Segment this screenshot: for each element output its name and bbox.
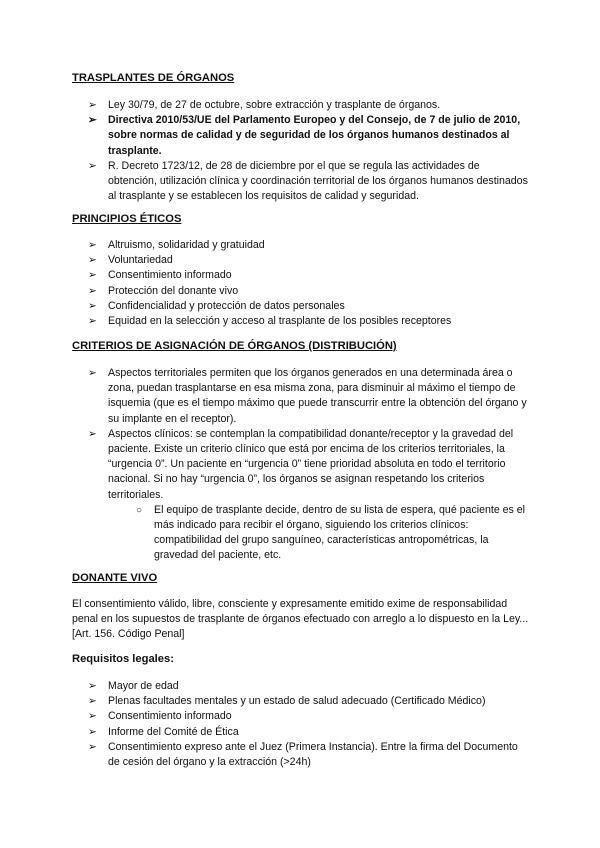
list-criterios bbox=[88, 366, 528, 564]
arrow-bullet-icon: ➢ bbox=[88, 299, 97, 312]
section-title-principios: PRINCIPIOS ÉTICOS bbox=[72, 213, 182, 225]
list-item: ➢ Mayor de edad bbox=[88, 679, 528, 694]
list-item: ➢ Voluntariedad bbox=[88, 253, 528, 268]
arrow-bullet-icon: ➢ bbox=[88, 680, 97, 692]
list-item: ➢ Confidencialidad y protección de datos personales bbox=[88, 299, 528, 314]
list-item: ➢ Equidad en la selección y acceso al trasplante de los posibles receptores bbox=[88, 314, 528, 329]
arrow-bullet-icon: ➢ bbox=[88, 695, 97, 708]
arrow-bullet-icon: ➢ bbox=[88, 254, 97, 267]
list-trasplantes bbox=[88, 98, 528, 204]
list-item: ➢ Aspectos clínicos: se contemplan la compatibilidad donante/receptor y la gravedad del paciente. Existe un criterio clínico que está por encima de los criterios territoriales, la “urgencia 0”. Un paciente en “urgencia 0” tiene prioridad absoluta en todo el territorio nacional. Si no hay “urgencia 0”, los órganos se asignan respetando los criterios territoriales. ○ El equipo de trasplante decide, dentro de su lista de espera, qué paciente es el más indicado para recibir el órgano, siguiendo los criterios clínicos: compatibilidad del grupo sanguíneo, características antropométricas, la gravedad del paciente, etc. bbox=[88, 427, 528, 564]
list-item: ➢ Ley 30/79, de 27 de octubre, sobre extracción y trasplante de órganos. bbox=[88, 98, 528, 113]
list-item: ➢ Aspectos territoriales permiten que los órganos generados en una determinada área o zona, puedan trasplantarse en esa misma zona, para disminuir al máximo el tiempo de isquemia (que es el tiempo máximo que puede transcurrir entre la obtención del órgano y su implante en el receptor). bbox=[88, 367, 527, 425]
sub-list-item: ○ El equipo de trasplante decide, dentro de su lista de espera, qué paciente es el más indicado para recibir el órgano, siguiendo los criterios clínicos: compatibilidad del grupo sanguíneo, características antropométricas, la gravedad del paciente, etc. bbox=[136, 503, 526, 562]
arrow-bullet-icon: ➢ bbox=[88, 239, 97, 251]
circle-bullet-icon: ○ bbox=[136, 504, 143, 516]
arrow-bullet-icon: ➢ bbox=[88, 114, 97, 127]
arrow-bullet-icon: ➢ bbox=[88, 315, 97, 328]
arrow-bullet-icon: ➢ bbox=[88, 99, 97, 111]
list-item: ➢ R. Decreto 1723/12, de 28 de diciembre por el que se regula las actividades de obtención, utilización clínica y coordinación territorial de los órganos humanos destinados al trasplante y se establecen los requisitos de calidad y seguridad. bbox=[88, 159, 528, 203]
list-item: ➢ Directiva 2010/53/UE del Parlamento Europeo y del Consejo, de 7 de julio de 2010, sobre normas de calidad y de seguridad de los órganos humanos destinados al trasplante. bbox=[88, 114, 521, 157]
list-item: ➢ Informe del Comité de Ética bbox=[88, 725, 528, 740]
arrow-bullet-icon: ➢ bbox=[88, 367, 97, 379]
list-item: ➢ Consentimiento informado bbox=[88, 268, 528, 283]
donante-paragraph: El consentimiento válido, libre, consciente y expresamente emitido exime de responsabilidad penal en los supuestos de trasplante de órganos efectuado con arreglo a lo dispuesto en la Ley... [Art. 156. Código Penal] bbox=[72, 598, 529, 641]
arrow-bullet-icon: ➢ bbox=[88, 284, 97, 297]
sublist-criterios bbox=[108, 503, 528, 564]
list-principios bbox=[88, 238, 528, 329]
arrow-bullet-icon: ➢ bbox=[88, 269, 97, 282]
arrow-bullet-icon: ➢ bbox=[88, 725, 97, 738]
section-title-donante: DONANTE VIVO bbox=[72, 572, 158, 584]
section-title-trasplantes: TRASPLANTES DE ÓRGANOS bbox=[72, 72, 235, 84]
list-item: ➢ Altruismo, solidaridad y gratuidad bbox=[88, 238, 528, 253]
arrow-bullet-icon: ➢ bbox=[88, 159, 97, 172]
list-item: ➢ Consentimiento informado bbox=[88, 709, 528, 724]
arrow-bullet-icon: ➢ bbox=[88, 740, 97, 753]
list-requisitos bbox=[88, 679, 528, 770]
arrow-bullet-icon: ➢ bbox=[88, 427, 97, 440]
requisitos-title: Requisitos legales: bbox=[72, 653, 174, 665]
list-item: ➢ Plenas facultades mentales y un estado de salud adecuado (Certificado Médico) bbox=[88, 694, 528, 709]
arrow-bullet-icon: ➢ bbox=[88, 710, 97, 723]
section-title-criterios: CRITERIOS DE ASIGNACIÓN DE ÓRGANOS (DISTRIBUCIÓN) bbox=[72, 340, 397, 352]
list-item: ➢ Protección del donante vivo bbox=[88, 284, 528, 299]
list-item: ➢ Consentimiento expreso ante el Juez (Primera Instancia). Entre la firma del Documento de cesión del órgano y la extracción (>24h) bbox=[88, 740, 518, 769]
